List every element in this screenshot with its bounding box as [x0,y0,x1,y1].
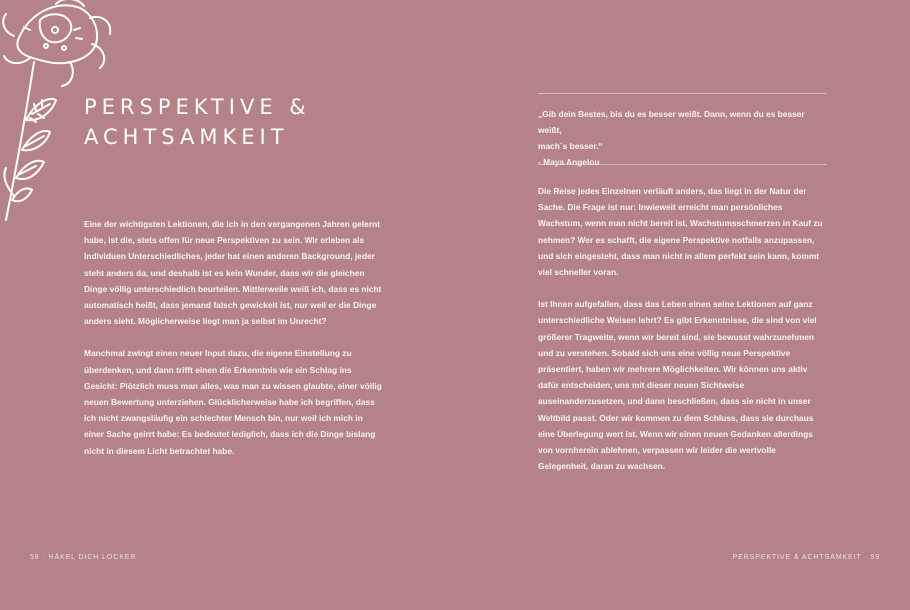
left-text-column [84,216,382,475]
paragraph: Manchmal zwingt einen neuer Input dazu, die eigene Einstellung zu überdenken, und dann trifft einen die Erkenntnis wie ein Schlag ins Gesicht: Plötzlich muss man alles, was man zu wissen glaubte, einer völlig neuen Bewertung unterziehen. Glücklicherweise habe ich begriffen, dass ich nicht zwangsläufig ein schlechter Mensch bin, nur weil ich mich in einer Sache geirrt habe: Es bedeutet lediglich, dass ich die Dinge bislang nicht in diesem Licht betrachtet habe. [84,348,382,456]
footer-right-page-number: PERSPEKTIVE & ACHTSAMKEIT · 59 [732,554,880,561]
page-title [84,92,311,152]
quote-block [538,93,827,165]
page-title-line-2: ACHTSAMKEIT [84,125,289,149]
page-title-line-1: PERSPEKTIVE & [84,95,311,119]
quote-text-line-1: „Gib dein Bestes, bis du es besser weißt. Dann, wenn du es besser weißt, [538,109,805,135]
quote-author: - Maya Angelou [538,157,600,167]
paragraph: Eine der wichtigsten Lektionen, die ich in den vergangenen Jahren gelernt habe, ist die, stets offen für neue Perspektiven zu sein. Wir erleben als Individuen Unterschiedliches, jeder hat einen anderen Background, jeder steht anders da, und deshalb ist es kein Wunder, dass wir die gleichen Dinge völlig unterschiedlich beurteilen. Mittlerweile weiß ich, dass es nicht automatisch heißt, dass jemand falsch gewickelt ist, nur weil er die Dinge anders sieht. Möglicherweise liegt man ja selbst im Unrecht? [84,219,382,327]
footer-left-page-number: 58 · HÄKEL DICH LOCKER [30,554,137,561]
right-text-column [538,183,826,490]
paragraph: Ist Ihnen aufgefallen, dass das Leben einen seine Lektionen auf ganz unterschiedliche Weisen lehrt? Es gibt Erkenntnisse, die sind von viel größerer Tragweite, wenn wir bereit sind, sie bewusst wahrzunehmen und zu verstehen. Sobald sich uns eine völlig neue Perspektive präsentiert, haben wir mehrere Möglichkeiten. Wir können uns aktiv dafür entscheiden, uns mit dieser neuen Sichtweise auseinanderzusetzen, und dann beschließen, dass sie nicht in unser Weltbild passt. Oder wir kommen zu dem Schluss, dass sie durchaus eine Überlegung wert ist. Wenn wir einen neuen Gedanken allerdings von vornherein ablehnen, verpassen wir leider die wertvolle Gelegenheit, daran zu wachsen. [538,299,817,472]
paragraph: Die Reise jedes Einzelnen verläuft anders, das liegt in der Natur der Sache. Die Frage ist nur: Inwieweit erreicht man persönliches Wachstum, wenn man nicht bereit ist, Wachstumsschmerzen in Kauf zu nehmen? Wer es schafft, die eigene Perspektive notfalls anzupassen, und sich eingesteht, dass man nicht in allem perfekt sein kann, kommt viel schneller voran. [538,186,823,278]
quote-text-line-2: mach´s besser.“ [538,141,603,151]
